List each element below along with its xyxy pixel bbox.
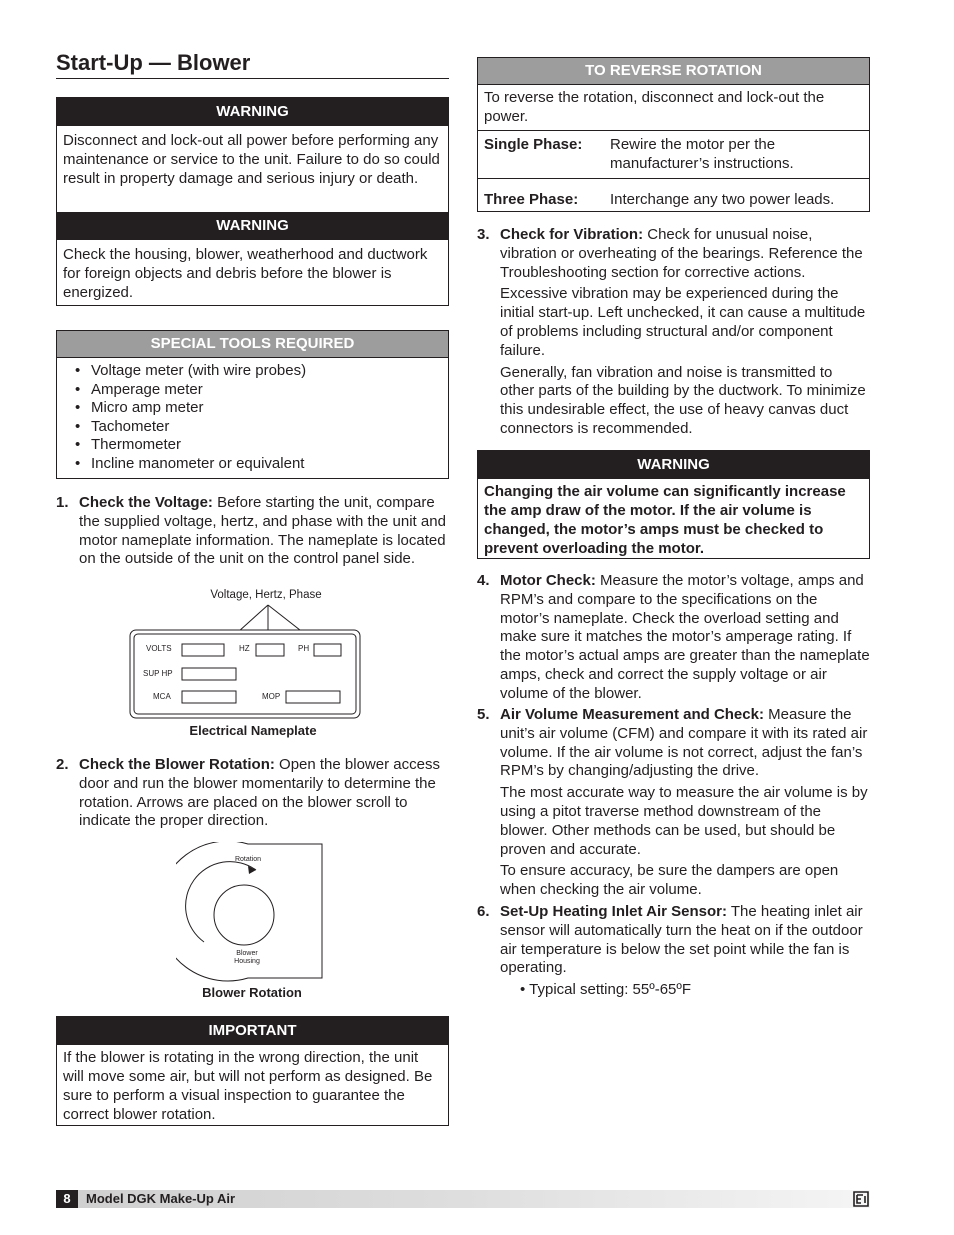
step-number: 5.: [477, 706, 490, 723]
nameplate-mca-label: MCA: [153, 692, 171, 701]
step-number: 3.: [477, 226, 490, 243]
step-number: 6.: [477, 903, 490, 920]
step-text: Measure the unit’s air volume (CFM) and compare it with its rated air volume. If the air volume is not correct, adjust the fan’s RPM’s by changing/adjusting the drive.: [500, 706, 868, 780]
warning-header: WARNING: [57, 98, 448, 126]
tools-list: [57, 358, 448, 478]
nameplate-caption: Electrical Nameplate: [189, 723, 317, 738]
nameplate-ph-label: PH: [298, 644, 310, 653]
typical-setting: • Typical setting: 55º-65ºF: [520, 981, 692, 999]
model-name: Model DGK Make-Up Air: [86, 1191, 236, 1206]
step-paragraph: The most accurate way to measure the air volume is by using a pitot traverse method downstream of the blower. Other methods can be used, but should be proven and accurate.: [500, 784, 868, 858]
list-item: • Tachometer: [75, 418, 442, 437]
three-phase-text: Interchange any two power leads.: [604, 179, 869, 215]
step-title: Check the Blower Rotation:: [79, 756, 275, 773]
list-item: • Micro amp meter: [75, 399, 442, 418]
warning-header: WARNING: [478, 451, 869, 479]
reverse-rotation-header: TO REVERSE ROTATION: [478, 58, 869, 85]
nameplate-mop-label: MOP: [262, 692, 281, 701]
nameplate-callout: Voltage, Hertz, Phase: [210, 589, 322, 601]
step-text: Check for unusual noise, vibration or overheating of the bearings. Reference the Troubleshooting section for corrective actions.: [500, 226, 863, 281]
single-phase-text: Rewire the motor per the manufacturer’s instructions.: [604, 131, 869, 179]
nameplate-diagram: [128, 603, 363, 720]
brand-logo-icon: [852, 1190, 870, 1208]
important-header: IMPORTANT: [57, 1017, 448, 1045]
nameplate-volts-label: VOLTS: [146, 644, 172, 653]
step-paragraph: To ensure accuracy, be sure the dampers are open when checking the air volume.: [500, 862, 839, 899]
single-phase-label: Single Phase:: [478, 131, 604, 179]
housing-label: [217, 950, 277, 966]
step-paragraph: Excessive vibration may be experienced during the initial start-up. Left unchecked, it can cause a multitude of problems including structural and/or component failure.: [500, 285, 866, 359]
warning-box-air-volume: [477, 450, 870, 559]
nameplate-hz-label: HZ: [239, 644, 250, 653]
step-check-voltage: [56, 494, 449, 569]
reverse-rotation-table: [478, 85, 869, 215]
step-text: Measure the motor’s voltage, amps and RPM’s and compare to the specifications on the motor’s nameplate. Check the overload setting and make sure it matches the motor’s amperage rating. If the motor’s actual amps are greater than the nameplate amps, check and correct the supply voltage or air volume of the blower.: [500, 572, 870, 702]
step-title: Check for Vibration:: [500, 226, 644, 243]
three-phase-label: Three Phase:: [478, 179, 604, 215]
step-title: Air Volume Measurement and Check:: [500, 706, 764, 723]
step-title: Check the Voltage:: [79, 494, 213, 511]
step-number: 2.: [56, 756, 69, 773]
important-text: If the blower is rotating in the wrong direction, the unit will move some air, but will not perform as designed. Be sure to perform a visual inspection to guarantee the correct blower rotation.: [63, 1049, 433, 1123]
warning-text: Disconnect and lock-out all power before performing any maintenance or service to the unit. Failure to do so could result in property damage and serious injury or death.: [63, 132, 440, 187]
housing-label-line: Blower: [236, 950, 258, 957]
warning-text: Changing the air volume can significantly increase the amp draw of the motor. If the air volume is changed, the motor’s amps must be checked to prevent overloading the motor.: [484, 483, 846, 557]
page-footer: [56, 1190, 870, 1208]
list-item: • Incline manometer or equivalent: [75, 455, 442, 474]
step-paragraph: Generally, fan vibration and noise is transmitted to other parts of the building by the ductwork. To minimize this undesirable effect, the use of heavy canvas duct connectors is recommended.: [500, 363, 866, 437]
step-check-rotation: [56, 756, 449, 831]
list-item: • Thermometer: [75, 436, 442, 455]
step-text: Before starting the unit, compare the supplied voltage, hertz, and phase with the unit and motor nameplate information. The nameplate is located on the outside of the unit on the control panel side.: [79, 494, 446, 568]
special-tools-box: [56, 330, 449, 479]
title-rule: [56, 78, 449, 79]
page-number: 8: [56, 1190, 78, 1208]
step-text: The heating inlet air sensor will automatically turn the heat on if the outdoor air temperature is below the set point while the fan is operating.: [500, 903, 863, 977]
reverse-intro: To reverse the rotation, disconnect and lock-out the power.: [484, 89, 825, 125]
housing-label-line: Housing: [234, 958, 260, 965]
step-check-vibration: [477, 226, 870, 442]
warning-header: WARNING: [57, 212, 448, 240]
rotation-label: Rotation: [234, 856, 262, 863]
nameplate-sup-hp-label: SUP HP: [143, 669, 173, 678]
step-heating-sensor: [477, 903, 870, 1003]
step-number: 4.: [477, 572, 490, 589]
page-title: Start-Up — Blower: [56, 50, 251, 75]
list-item: • Voltage meter (with wire probes): [75, 362, 442, 381]
important-box: [56, 1016, 449, 1126]
warning-text: Check the housing, blower, weatherhood and ductwork for foreign objects and debris before the blower is energized.: [63, 246, 428, 301]
warning-box-top: [56, 97, 449, 306]
blower-caption: Blower Rotation: [202, 985, 302, 1000]
list-item: • Amperage meter: [75, 381, 442, 400]
step-motor-check: [477, 572, 870, 704]
step-title: Motor Check:: [500, 572, 596, 589]
step-title: Set-Up Heating Inlet Air Sensor:: [500, 903, 727, 920]
reverse-rotation-box: [477, 57, 870, 212]
special-tools-header: SPECIAL TOOLS REQUIRED: [57, 331, 448, 358]
step-text: Open the blower access door and run the blower momentarily to determine the rotation. Arrows are placed on the blower scroll to indicate the proper direction.: [79, 756, 440, 830]
step-number: 1.: [56, 494, 69, 511]
step-air-volume: [477, 706, 870, 903]
